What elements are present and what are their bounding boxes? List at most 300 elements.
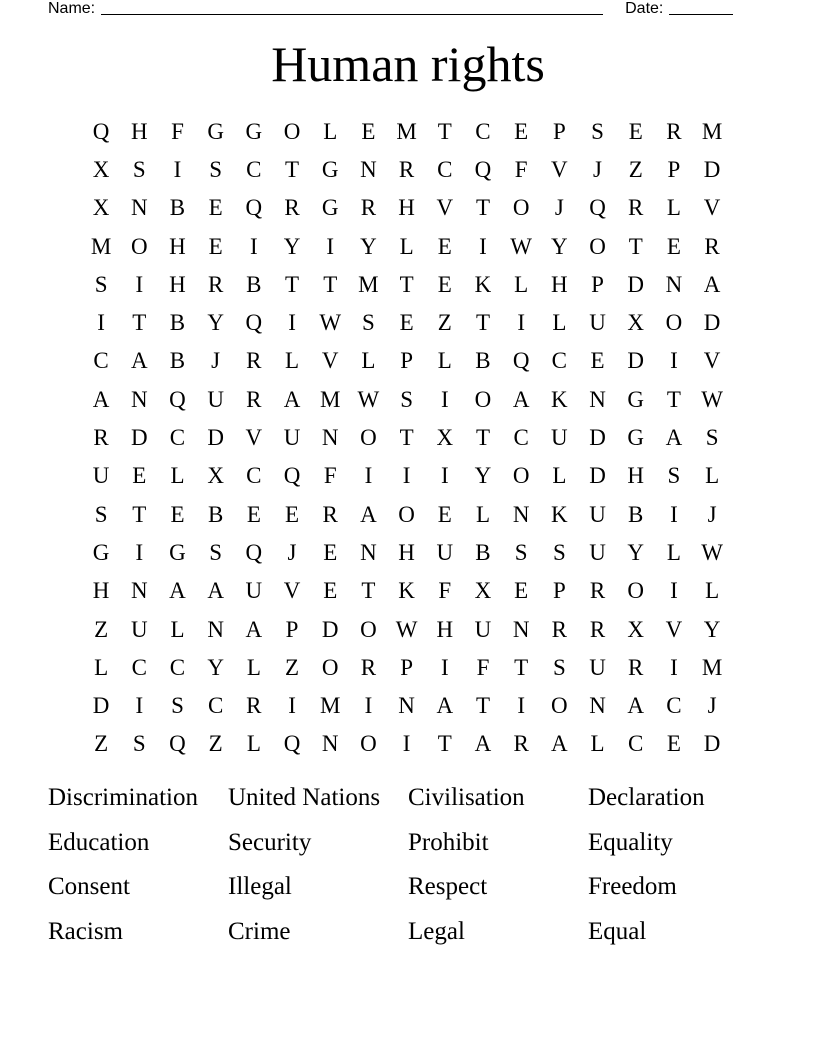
grid-letter[interactable]: P [400, 654, 413, 680]
grid-letter[interactable]: P [552, 118, 566, 144]
grid-letter[interactable]: L [170, 463, 185, 489]
grid-letter[interactable]: E [361, 118, 376, 144]
grid-letter[interactable]: I [364, 693, 373, 719]
grid-letter[interactable]: T [285, 271, 300, 297]
grid-letter[interactable]: N [589, 386, 606, 412]
grid-letter[interactable]: E [590, 348, 605, 374]
grid-letter[interactable]: L [514, 271, 529, 297]
grid-letter[interactable]: H [92, 578, 110, 604]
grid-letter[interactable]: I [517, 310, 525, 336]
grid-letter[interactable]: D [703, 310, 721, 336]
grid-letter[interactable]: T [514, 654, 529, 680]
grid-letter[interactable]: I [479, 233, 487, 259]
grid-letter[interactable]: Y [283, 233, 301, 259]
grid-letter[interactable]: O [627, 578, 645, 604]
grid-letter[interactable]: G [207, 118, 224, 144]
grid-letter[interactable]: V [665, 616, 683, 642]
grid-letter[interactable]: T [437, 731, 452, 757]
grid-letter[interactable]: S [94, 501, 108, 527]
grid-letter[interactable]: C [131, 654, 147, 680]
grid-letter[interactable]: I [135, 693, 144, 719]
grid-letter[interactable]: R [284, 195, 300, 221]
grid-letter[interactable]: G [627, 425, 645, 451]
grid-letter[interactable]: E [666, 731, 681, 757]
grid-letter[interactable]: Q [245, 195, 263, 221]
grid-letter[interactable]: A [512, 386, 530, 412]
grid-letter[interactable]: N [360, 156, 377, 182]
grid-letter[interactable]: W [319, 310, 342, 336]
grid-letter[interactable]: D [703, 156, 721, 182]
grid-letter[interactable]: O [283, 118, 301, 144]
grid-letter[interactable]: X [207, 463, 224, 489]
grid-letter[interactable]: E [666, 233, 681, 259]
grid-letter[interactable]: R [666, 118, 682, 144]
grid-letter[interactable]: U [589, 654, 606, 680]
grid-letter[interactable]: U [474, 616, 492, 642]
grid-letter[interactable]: U [207, 386, 224, 412]
grid-letter[interactable]: O [130, 233, 148, 259]
grid-letter[interactable]: L [666, 539, 681, 565]
grid-letter[interactable]: B [475, 348, 491, 374]
grid-letter[interactable]: S [514, 539, 528, 565]
grid-letter[interactable]: R [246, 348, 262, 374]
grid-letter[interactable]: M [319, 693, 341, 719]
grid-letter[interactable]: C [513, 425, 529, 451]
grid-letter[interactable]: F [514, 156, 528, 182]
grid-letter[interactable]: Z [208, 731, 223, 757]
grid-letter[interactable]: T [323, 271, 338, 297]
grid-letter[interactable]: R [551, 616, 568, 642]
grid-letter[interactable]: L [437, 348, 452, 374]
grid-letter[interactable]: D [627, 271, 645, 297]
grid-letter[interactable]: L [246, 654, 261, 680]
grid-letter[interactable]: D [703, 731, 721, 757]
grid-letter[interactable]: F [323, 463, 337, 489]
grid-letter[interactable]: R [360, 195, 377, 221]
grid-letter[interactable]: I [173, 156, 182, 182]
grid-letter[interactable]: Q [512, 348, 530, 374]
grid-letter[interactable]: O [474, 386, 492, 412]
grid-letter[interactable]: A [665, 425, 683, 451]
grid-letter[interactable]: L [399, 233, 414, 259]
grid-letter[interactable]: J [593, 156, 602, 182]
grid-letter[interactable]: M [701, 118, 723, 144]
grid-letter[interactable]: U [589, 501, 606, 527]
date-field[interactable] [669, 0, 733, 15]
grid-letter[interactable]: X [92, 195, 110, 221]
grid-letter[interactable]: E [437, 501, 452, 527]
grid-letter[interactable]: U [130, 616, 148, 642]
letter-grid [82, 112, 731, 763]
grid-letter[interactable]: Q [245, 539, 263, 565]
grid-letter[interactable]: W [357, 386, 380, 412]
grid-letter[interactable]: G [169, 539, 186, 565]
grid-letter[interactable]: Y [360, 233, 377, 259]
grid-letter[interactable]: G [321, 195, 339, 221]
grid-letter[interactable]: F [438, 578, 452, 604]
grid-letter[interactable]: S [400, 386, 413, 412]
grid-letter[interactable]: O [321, 654, 339, 680]
grid-letter[interactable]: R [704, 233, 720, 259]
grid-letter[interactable]: I [288, 310, 296, 336]
grid-letter[interactable]: V [436, 195, 454, 221]
name-field[interactable] [101, 0, 603, 15]
grid-letter[interactable]: A [207, 578, 224, 604]
grid-letter[interactable]: A [245, 616, 263, 642]
word-list-item: Education [48, 828, 150, 856]
grid-letter[interactable]: Z [94, 731, 109, 757]
grid-letter[interactable]: R [513, 731, 529, 757]
grid-letter[interactable]: O [551, 693, 568, 719]
grid-letter[interactable]: H [169, 233, 186, 259]
grid-letter[interactable]: B [169, 348, 186, 374]
grid-letter[interactable]: U [283, 425, 301, 451]
grid-letter[interactable]: X [627, 310, 645, 336]
grid-letter[interactable]: O [360, 731, 377, 757]
grid-letter[interactable]: Q [283, 731, 301, 757]
grid-letter[interactable]: D [321, 616, 339, 642]
grid-letter[interactable]: N [130, 578, 148, 604]
grid-letter[interactable]: X [627, 616, 645, 642]
grid-letter[interactable]: G [321, 156, 339, 182]
grid-letter[interactable]: I [364, 463, 373, 489]
grid-letter[interactable]: D [589, 425, 606, 451]
grid-letter[interactable]: O [512, 463, 530, 489]
grid-letter[interactable]: I [326, 233, 335, 259]
grid-letter[interactable]: O [398, 501, 415, 527]
grid-letter[interactable]: I [440, 654, 449, 680]
grid-letter[interactable]: N [398, 693, 415, 719]
grid-letter[interactable]: A [627, 693, 645, 719]
grid-letter[interactable]: Q [474, 156, 492, 182]
grid-letter[interactable]: N [360, 539, 377, 565]
grid-letter[interactable]: T [361, 578, 376, 604]
grid-letter[interactable]: L [590, 731, 605, 757]
grid-letter[interactable]: L [285, 348, 300, 374]
grid-letter[interactable]: U [551, 425, 568, 451]
grid-letter[interactable]: R [322, 501, 338, 527]
grid-letter[interactable]: S [132, 731, 146, 757]
grid-letter[interactable]: E [208, 233, 223, 259]
grid-letter[interactable]: M [90, 233, 112, 259]
grid-letter[interactable]: W [701, 539, 723, 565]
word-list-item: Crime [228, 917, 291, 945]
grid-letter[interactable]: H [551, 271, 568, 297]
grid-letter[interactable]: A [169, 578, 186, 604]
grid-letter[interactable]: H [436, 616, 454, 642]
grid-letter[interactable]: G [245, 118, 263, 144]
grid-letter[interactable]: R [93, 425, 109, 451]
grid-letter[interactable]: I [402, 731, 411, 757]
grid-letter[interactable]: U [589, 539, 606, 565]
grid-letter[interactable]: M [396, 118, 417, 144]
grid-letter[interactable]: Y [703, 616, 721, 642]
grid-letter[interactable]: T [399, 271, 414, 297]
grid-letter[interactable]: D [92, 693, 110, 719]
grid-letter[interactable]: V [703, 195, 721, 221]
grid-letter[interactable]: L [170, 616, 185, 642]
grid-letter[interactable]: L [475, 501, 490, 527]
grid-letter[interactable]: C [437, 156, 453, 182]
grid-letter[interactable]: Y [551, 233, 568, 259]
grid-letter[interactable]: S [362, 310, 375, 336]
grid-letter[interactable]: U [589, 310, 606, 336]
grid-letter[interactable]: P [400, 348, 413, 374]
grid-letter[interactable]: X [474, 578, 492, 604]
grid-letter[interactable]: P [285, 616, 299, 642]
grid-letter[interactable]: Q [245, 310, 263, 336]
grid-letter[interactable]: S [94, 271, 108, 297]
grid-letter[interactable]: X [436, 425, 454, 451]
grid-letter[interactable]: R [628, 654, 644, 680]
grid-letter[interactable]: O [589, 233, 606, 259]
grid-letter[interactable]: I [97, 310, 105, 336]
grid-letter[interactable]: S [552, 539, 566, 565]
grid-letter[interactable]: L [323, 118, 338, 144]
grid-letter[interactable]: K [474, 271, 492, 297]
grid-letter[interactable]: T [475, 693, 490, 719]
grid-letter[interactable]: B [628, 501, 644, 527]
grid-letter[interactable]: V [245, 425, 263, 451]
grid-letter[interactable]: R [246, 386, 262, 412]
grid-letter[interactable]: A [283, 386, 301, 412]
grid-letter[interactable]: Y [207, 310, 224, 336]
grid-letter[interactable]: Q [92, 118, 110, 144]
grid-letter[interactable]: E [132, 463, 147, 489]
grid-letter[interactable]: A [703, 271, 721, 297]
grid-letter[interactable]: L [552, 310, 567, 336]
grid-letter[interactable]: T [399, 425, 414, 451]
grid-letter[interactable]: J [211, 348, 221, 374]
grid-letter[interactable]: L [552, 463, 567, 489]
grid-letter[interactable]: S [705, 425, 719, 451]
grid-letter[interactable]: N [321, 425, 339, 451]
grid-letter[interactable]: I [670, 654, 678, 680]
grid-letter[interactable]: E [437, 233, 452, 259]
grid-letter[interactable]: V [283, 578, 301, 604]
grid-letter[interactable]: S [209, 156, 223, 182]
grid-letter[interactable]: D [589, 463, 606, 489]
grid-letter[interactable]: N [207, 616, 224, 642]
grid-letter[interactable]: B [246, 271, 262, 297]
grid-letter[interactable]: N [589, 693, 606, 719]
grid-letter[interactable]: I [517, 693, 525, 719]
grid-letter[interactable]: W [395, 616, 418, 642]
grid-letter[interactable]: L [666, 195, 681, 221]
grid-letter[interactable]: I [440, 386, 449, 412]
grid-letter[interactable]: T [666, 386, 681, 412]
grid-letter[interactable]: C [628, 731, 644, 757]
grid-letter[interactable]: G [627, 386, 645, 412]
grid-letter[interactable]: L [705, 463, 720, 489]
grid-letter[interactable]: C [246, 463, 262, 489]
grid-letter[interactable]: S [132, 156, 146, 182]
grid-letter[interactable]: A [92, 386, 110, 412]
grid-letter[interactable]: T [437, 118, 452, 144]
grid-letter[interactable]: U [436, 539, 454, 565]
grid-letter[interactable]: A [436, 693, 454, 719]
grid-letter[interactable]: E [437, 271, 452, 297]
grid-letter[interactable]: X [92, 156, 110, 182]
grid-letter[interactable]: L [246, 731, 261, 757]
grid-letter[interactable]: N [321, 731, 339, 757]
grid-letter[interactable]: A [360, 501, 377, 527]
grid-letter[interactable]: Z [437, 310, 452, 336]
grid-letter[interactable]: Q [169, 731, 186, 757]
grid-letter[interactable]: R [246, 693, 262, 719]
grid-letter[interactable]: Q [169, 386, 186, 412]
grid-letter[interactable]: R [360, 654, 377, 680]
grid-letter[interactable]: Z [628, 156, 643, 182]
grid-letter[interactable]: C [207, 693, 224, 719]
grid-letter[interactable]: H [398, 195, 415, 221]
grid-letter[interactable]: R [207, 271, 224, 297]
grid-letter[interactable]: B [207, 501, 224, 527]
grid-letter[interactable]: I [402, 463, 411, 489]
grid-letter[interactable]: C [169, 425, 186, 451]
grid-letter[interactable]: N [512, 616, 530, 642]
grid-letter[interactable]: A [551, 731, 568, 757]
grid-letter[interactable]: D [207, 425, 224, 451]
grid-letter[interactable]: Q [283, 463, 301, 489]
grid-letter[interactable]: H [398, 539, 415, 565]
grid-letter[interactable]: V [321, 348, 339, 374]
grid-letter[interactable]: U [92, 463, 110, 489]
date-label: Date: [625, 0, 664, 17]
grid-letter[interactable]: E [323, 578, 338, 604]
grid-letter[interactable]: T [475, 310, 490, 336]
grid-letter[interactable]: E [399, 310, 414, 336]
grid-letter[interactable]: Q [589, 195, 606, 221]
grid-letter[interactable]: E [208, 195, 223, 221]
grid-letter[interactable]: I [670, 348, 678, 374]
grid-letter[interactable]: N [130, 195, 148, 221]
grid-letter[interactable]: C [551, 348, 568, 374]
grid-letter[interactable]: L [94, 654, 109, 680]
grid-letter[interactable]: P [667, 156, 681, 182]
grid-letter[interactable]: M [358, 271, 379, 297]
grid-letter[interactable]: R [589, 578, 606, 604]
grid-letter[interactable]: N [512, 501, 530, 527]
grid-letter[interactable]: I [670, 501, 678, 527]
word-list-item: Civilisation [408, 784, 525, 811]
grid-letter[interactable]: N [665, 271, 683, 297]
grid-letter[interactable]: M [701, 654, 723, 680]
grid-letter[interactable]: O [665, 310, 683, 336]
grid-letter[interactable]: W [701, 386, 723, 412]
grid-letter[interactable]: R [589, 616, 606, 642]
grid-letter[interactable]: S [591, 118, 604, 144]
grid-letter[interactable]: E [170, 501, 185, 527]
grid-letter[interactable]: N [130, 386, 148, 412]
grid-letter[interactable]: C [246, 156, 262, 182]
grid-letter[interactable]: I [288, 693, 296, 719]
grid-letter[interactable]: E [323, 539, 338, 565]
grid-letter[interactable]: S [209, 539, 223, 565]
grid-letter[interactable]: T [285, 156, 300, 182]
grid-letter[interactable]: C [93, 348, 109, 374]
grid-letter[interactable]: L [361, 348, 376, 374]
grid-letter[interactable]: T [132, 310, 147, 336]
grid-letter[interactable]: E [285, 501, 300, 527]
grid-letter[interactable]: O [360, 425, 377, 451]
grid-letter[interactable]: H [169, 271, 186, 297]
grid-letter[interactable]: R [628, 195, 644, 221]
grid-letter[interactable]: V [551, 156, 568, 182]
grid-letter[interactable]: B [475, 539, 491, 565]
grid-letter[interactable]: K [551, 501, 568, 527]
grid-letter[interactable]: Z [285, 654, 300, 680]
grid-letter[interactable]: F [171, 118, 184, 144]
grid-letter[interactable]: S [667, 463, 681, 489]
grid-letter[interactable]: S [171, 693, 184, 719]
grid-letter[interactable]: I [250, 233, 258, 259]
grid-letter[interactable]: M [319, 386, 341, 412]
word-list-item: Freedom [588, 873, 677, 900]
grid-letter[interactable]: Z [94, 616, 109, 642]
grid-letter[interactable]: A [474, 731, 492, 757]
grid-letter[interactable]: U [245, 578, 263, 604]
grid-letter[interactable]: R [398, 156, 415, 182]
grid-letter[interactable]: K [551, 386, 568, 412]
grid-letter[interactable]: I [670, 578, 678, 604]
grid-letter[interactable]: D [627, 348, 645, 374]
grid-letter[interactable]: H [130, 118, 148, 144]
grid-letter[interactable]: T [475, 425, 490, 451]
grid-letter[interactable]: T [132, 501, 147, 527]
grid-letter[interactable]: J [287, 539, 297, 565]
grid-letter[interactable]: B [169, 195, 186, 221]
grid-letter[interactable]: J [707, 501, 717, 527]
grid-letter[interactable]: C [169, 654, 186, 680]
grid-letter[interactable]: V [703, 348, 721, 374]
grid-letter[interactable]: E [514, 118, 529, 144]
grid-letter[interactable]: Y [627, 539, 645, 565]
grid-letter[interactable]: C [666, 693, 682, 719]
grid-letter[interactable]: W [510, 233, 533, 259]
grid-letter[interactable]: Y [474, 463, 492, 489]
grid-letter[interactable]: T [475, 195, 490, 221]
grid-letter[interactable]: Y [207, 654, 224, 680]
grid-letter[interactable]: D [130, 425, 148, 451]
grid-letter[interactable]: E [514, 578, 529, 604]
grid-letter[interactable]: I [135, 271, 144, 297]
grid-letter[interactable]: L [705, 578, 720, 604]
grid-letter[interactable]: O [512, 195, 530, 221]
grid-letter[interactable]: G [92, 539, 110, 565]
grid-letter[interactable]: P [591, 271, 604, 297]
grid-letter[interactable]: B [169, 310, 186, 336]
grid-letter[interactable]: F [476, 654, 490, 680]
grid-letter[interactable]: H [627, 463, 645, 489]
grid-letter[interactable]: I [440, 463, 449, 489]
grid-letter[interactable]: S [552, 654, 566, 680]
word-list-item: Racism [48, 917, 123, 945]
word-list-item: Consent [48, 873, 130, 900]
word-list-item: Discrimination [48, 784, 198, 811]
grid-letter[interactable]: K [398, 578, 415, 604]
grid-letter[interactable]: E [628, 118, 643, 144]
grid-letter[interactable]: J [707, 693, 717, 719]
grid-letter[interactable]: I [135, 539, 144, 565]
grid-letter[interactable]: O [360, 616, 377, 642]
grid-letter[interactable]: T [628, 233, 643, 259]
grid-letter[interactable]: C [475, 118, 491, 144]
grid-letter[interactable]: E [246, 501, 261, 527]
grid-letter[interactable]: J [554, 195, 564, 221]
grid-letter[interactable]: P [552, 578, 566, 604]
grid-letter[interactable]: A [130, 348, 148, 374]
